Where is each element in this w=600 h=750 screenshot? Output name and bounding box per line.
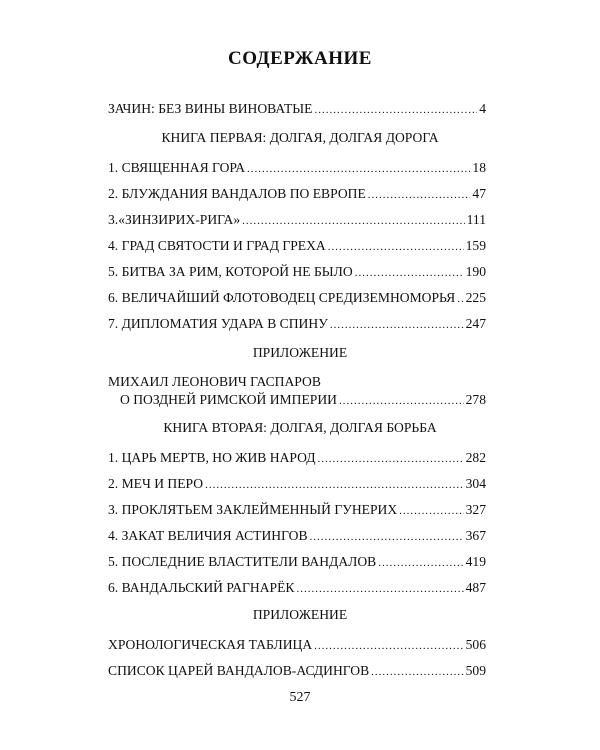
toc-entry-page: 190 [465,264,486,279]
toc-entry-page: 18 [472,160,486,175]
toc-entry-label: 6. ВЕЛИЧАЙШИЙ ФЛОТОВОДЕЦ СРЕДИЗЕМНОМОРЬЯ [108,290,456,305]
toc-entry [108,553,486,572]
toc-entry-label: 1. ЦАРЬ МЕРТВ, НО ЖИВ НАРОД [108,450,316,465]
book-one-heading: КНИГА ПЕРВАЯ: ДОЛГАЯ, ДОЛГАЯ ДОРОГА [161,130,439,145]
toc-entry-page: 304 [465,476,486,491]
toc-entry [108,475,486,494]
toc-entry-page: 327 [465,502,486,517]
toc-entry [108,159,486,178]
leader-dots [399,503,463,520]
leader-dots [314,638,463,655]
toc-entry-page: 487 [465,580,486,595]
toc-entry [108,185,486,204]
toc-entry-label: 2. БЛУЖДАНИЯ ВАНДАЛОВ ПО ЕВРОПЕ [108,186,366,201]
leader-dots [330,317,464,334]
toc-entry-page: 159 [465,238,486,253]
toc-entry [108,662,486,681]
toc-entry [120,391,486,410]
toc-entry-label: СПИСОК ЦАРЕЙ ВАНДАЛОВ-АСДИНГОВ [108,663,370,678]
toc-entry-label: 1. СВЯЩЕННАЯ ГОРА [108,160,246,175]
leader-dots [378,555,463,572]
toc-entry [108,527,486,546]
toc-entry-label: МИХАИЛ ЛЕОНОВИЧ ГАСПАРОВ [108,374,321,389]
leader-dots [328,239,464,256]
toc-entry-label: 6. ВАНДАЛЬСКИЙ РАГНАРЁК [108,580,295,595]
toc-entry [108,289,486,308]
toc-entry-page: 367 [465,528,486,543]
toc-entry-page: 247 [465,316,486,331]
toc-entry [108,579,486,598]
leader-dots [310,529,464,546]
toc-entry-page: 47 [472,186,486,201]
toc-entry [108,263,486,282]
leader-dots [318,451,464,468]
leader-dots [457,291,463,308]
toc-entry-page: 4 [479,101,486,116]
toc-entry-label: ЗАЧИН: БЕЗ ВИНЫ ВИНОВАТЫЕ [108,101,313,116]
leader-dots [247,161,470,178]
toc-entry-label: 7. ДИПЛОМАТИЯ УДАРА В СПИНУ [108,316,328,331]
toc-entry [108,211,486,230]
toc-entry-page: 282 [465,450,486,465]
leader-dots [242,213,464,230]
toc-entry-page: 506 [465,637,486,652]
leader-dots [296,581,463,598]
toc-entry [108,636,486,655]
toc-entry-label: 3. ПРОКЛЯТЬЕМ ЗАКЛЕЙМЕННЫЙ ГУНЕРИХ [108,502,398,517]
toc-entry-label: ХРОНОЛОГИЧЕСКАЯ ТАБЛИЦА [108,637,313,652]
toc-entry [108,237,486,256]
toc-entry [108,315,486,334]
page-title: СОДЕРЖАНИЕ [228,48,372,69]
toc-entry-intro [108,100,486,119]
appendix-heading: ПРИЛОЖЕНИЕ [252,607,348,622]
leader-dots [205,477,464,494]
leader-dots [339,393,464,410]
appendix-heading: ПРИЛОЖЕНИЕ [252,345,348,360]
toc-entry-page: 225 [465,290,486,305]
toc-entry-page: 419 [465,554,486,569]
toc-entry-label: 4. ГРАД СВЯТОСТИ И ГРАД ГРЕХА [108,238,326,253]
toc-entry-page: 509 [465,663,486,678]
toc-entry-label: 2. МЕЧ И ПЕРО [108,476,204,491]
leader-dots [355,265,464,282]
toc-entry-page: 111 [466,212,486,227]
toc-entry-label: 4. ЗАКАТ ВЕЛИЧИЯ АСТИНГОВ [108,528,308,543]
toc-entry-label: 3.«ЗИНЗИРИХ-РИГА» [108,212,241,227]
toc-entry [108,449,486,468]
toc-entry-label: 5. ПОСЛЕДНИЕ ВЛАСТИТЕЛИ ВАНДАЛОВ [108,554,377,569]
toc-entry-label: 5. БИТВА ЗА РИМ, КОТОРОЙ НЕ БЫЛО [108,264,353,279]
page-number: 527 [289,690,311,705]
toc-entry-page: 278 [465,392,486,407]
book-two-heading: КНИГА ВТОРАЯ: ДОЛГАЯ, ДОЛГАЯ БОРЬБА [163,420,437,435]
toc-entry-label: О ПОЗДНЕЙ РИМСКОЙ ИМПЕРИИ [120,392,337,407]
leader-dots [314,102,477,119]
toc-entry [108,501,486,520]
leader-dots [371,664,463,681]
leader-dots [368,187,471,204]
